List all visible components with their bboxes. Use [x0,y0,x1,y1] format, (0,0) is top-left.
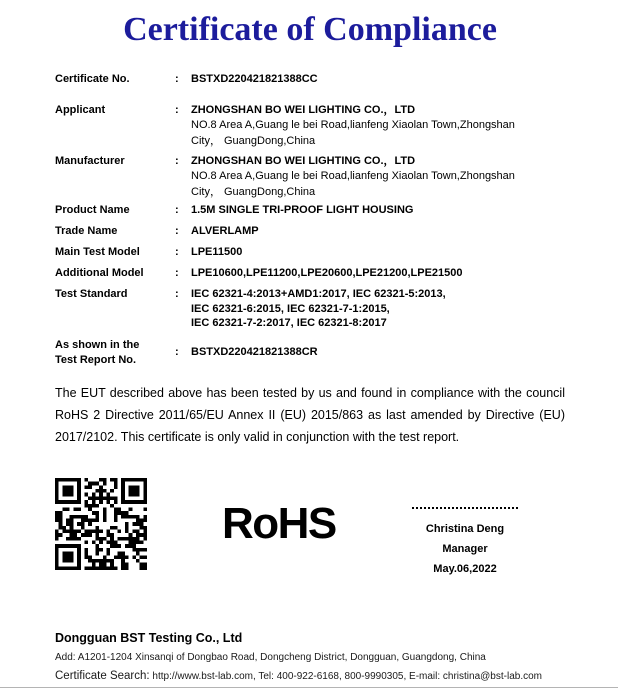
test-report-label-line1: As shown in the [55,338,140,351]
test-report-label [55,338,175,368]
test-standard-line2: IEC 62321-6:2015, IEC 62321-7-1:2015, [191,302,390,315]
product-name-value: 1.5M SINGLE TRI-PROOF LIGHT HOUSING [191,204,414,216]
applicant-row [55,103,565,149]
main-test-model-value: LPE11500 [191,246,243,258]
trade-name-row [55,224,565,239]
certificate-no-value: BSTXD220421821388CC [191,73,318,85]
manufacturer-company-name: ZHONGSHAN BO WEI LIGHTING CO.，LTD [191,155,416,167]
trade-name-label: Trade Name [55,225,118,237]
test-standard-line1: IEC 62321-4:2013+AMD1:2017, IEC 62321-5:2013, [191,288,446,300]
colon-separator: : [175,204,179,216]
compliance-statement: The EUT described above has been tested by us and found in compliance with the council RoHS 2 Directive 2011/65/EU Annex II (EU) 2015/863 as last amended by Directive (EU) 2017/2102. This certificate is only valid in conjunction with the test report. [55,385,565,444]
certificate-no-row [55,72,565,87]
manufacturer-row [55,154,565,200]
applicant-value [191,103,565,149]
additional-model-value: LPE10600,LPE11200,LPE20600,LPE21200,LPE21500 [191,267,463,279]
applicant-address-line2: City， GuangDong,China [191,134,316,147]
qr-code [55,478,147,570]
test-report-row [55,338,565,368]
page-title: Certificate of Compliance [123,11,497,48]
rohs-logo: RoHS [222,498,336,548]
manufacturer-label: Manufacturer [55,155,125,167]
issuer-company-name: Dongguan BST Testing Co., Ltd [55,630,243,645]
test-standard-row [55,287,565,331]
issuer-contact-details: http://www.bst-lab.com, Tel: 400-922-6168, 800-9990305, E-mail: christina@bst-lab.com [149,670,542,682]
main-test-model-label: Main Test Model [55,246,140,258]
manufacturer-address-line2: City， GuangDong,China [191,185,316,198]
colon-separator: : [175,346,179,358]
signatory-title: Manager [442,542,488,555]
manufacturer-value [191,154,565,200]
issuer-footer [55,631,565,682]
test-standard-label: Test Standard [55,288,128,300]
trade-name-value: ALVERLAMP [191,225,259,237]
bottom-rule [0,687,618,688]
certificate-no-label: Certificate No. [55,73,130,85]
test-report-value: BSTXD220421821388CR [191,346,318,358]
colon-separator: : [175,225,179,237]
signatory-name: Christina Deng [425,522,505,535]
certificate-search-label: Certificate Search: [55,669,150,682]
additional-model-row [55,266,565,281]
colon-separator: : [175,288,179,300]
colon-separator: : [175,104,179,116]
colon-separator: : [175,73,179,85]
issuer-contact-line [55,670,565,682]
marks-signature-band [55,478,565,575]
signature-date: May.06,2022 [433,562,497,575]
additional-model-label: Additional Model [55,267,144,279]
test-report-label-line2: Test Report No. [55,353,137,366]
applicant-address-line1: NO.8 Area A,Guang le bei Road,lianfeng Xiaolan Town,Zhongshan [191,119,515,131]
test-standard-value [191,287,565,331]
colon-separator: : [175,155,179,167]
signature-dotted-line [412,507,518,509]
issuer-address: Add: A1201-1204 Xinsanqi of Dongbao Road, Dongcheng District, Dongguan, Guangdong, China [55,651,486,663]
main-test-model-row [55,245,565,260]
product-name-row [55,203,565,218]
applicant-label: Applicant [55,104,106,116]
product-name-label: Product Name [55,204,130,216]
signature-block [390,496,540,575]
colon-separator: : [175,246,179,258]
colon-separator: : [175,267,179,279]
applicant-company-name: ZHONGSHAN BO WEI LIGHTING CO.，LTD [191,104,416,116]
manufacturer-address-line1: NO.8 Area A,Guang le bei Road,lianfeng Xiaolan Town,Zhongshan [191,170,515,182]
test-standard-line3: IEC 62321-7-2:2017, IEC 62321-8:2017 [191,317,387,329]
